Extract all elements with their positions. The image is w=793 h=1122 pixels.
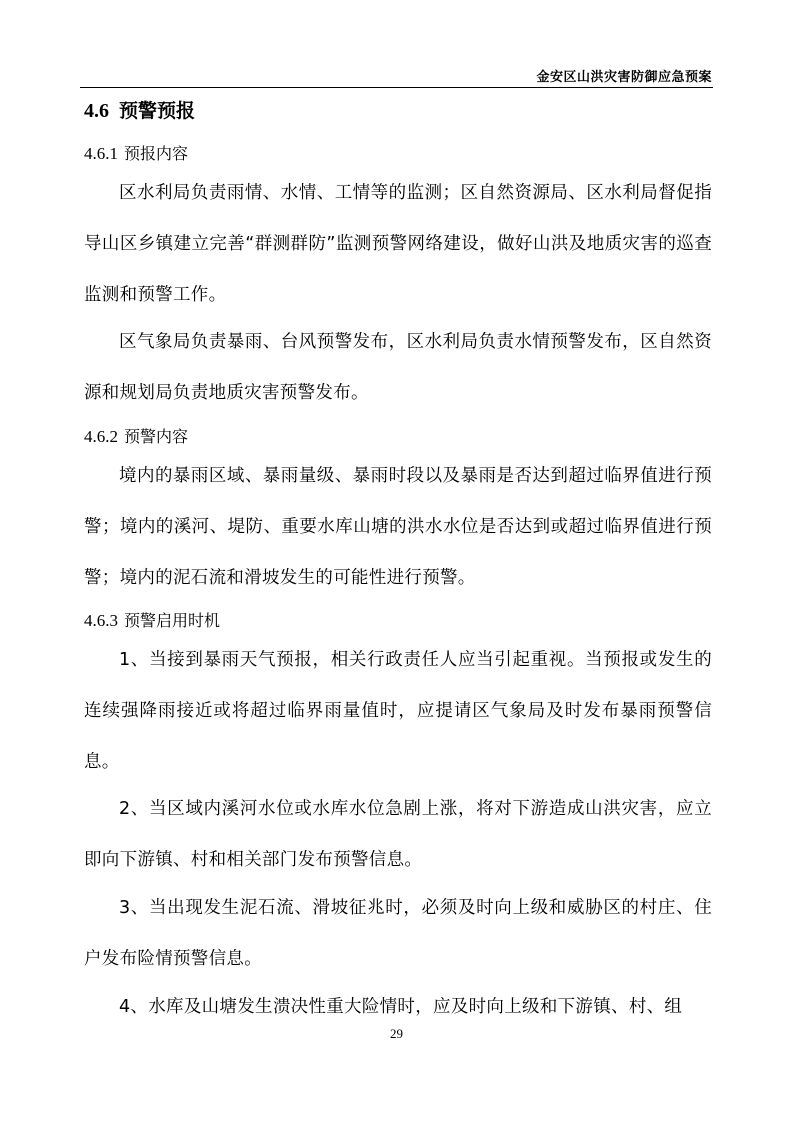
paragraph: 4、水库及山塘发生溃决性重大险情时，应及时向上级和下游镇、村、组 — [119, 997, 683, 1017]
subsection-heading-4-6-2 — [84, 424, 188, 447]
paragraph: 2、当区域内溪河水位或水库水位急剧上涨，将对下游造成山洪灾害，应立即向下游镇、村和相关部门发布预警信息。 — [84, 799, 712, 870]
paragraph: 境内的暴雨区域、暴雨量级、暴雨时段以及暴雨是否达到超过临界值进行预警；境内的溪河、堤防、重要水库山塘的洪水水位是否达到或超过临界值进行预警；境内的泥石流和滑坡发生的可能性进行预警。 — [84, 466, 712, 588]
subsection-title: 预警内容 — [124, 427, 189, 446]
subsection-heading-4-6-1 — [84, 141, 188, 164]
section-number: 4.6 — [84, 100, 109, 122]
section-heading — [84, 96, 195, 123]
page-number: 29 — [390, 1026, 403, 1041]
paragraph: 区气象局负责暴雨、台风预警发布，区水利局负责水情预警发布，区自然资源和规划局负责地质灾害预警发布。 — [84, 332, 712, 403]
subsection-title: 预报内容 — [124, 144, 189, 163]
document-header-title: 金安区山洪灾害防御应急预案 — [536, 70, 712, 85]
subsection-number: 4.6.2 — [84, 427, 118, 446]
subsection-title: 预警启用时机 — [124, 611, 221, 630]
subsection-number: 4.6.3 — [84, 611, 118, 630]
subsection-number: 4.6.1 — [84, 144, 118, 163]
header-divider — [80, 87, 713, 88]
paragraph: 区水利局负责雨情、水情、工情等的监测；区自然资源局、区水利局督促指导山区乡镇建立完善“群测群防”监测预警网络建设，做好山洪及地质灾害的巡查监测和预警工作。 — [84, 183, 712, 305]
section-title: 预警预报 — [119, 100, 196, 122]
paragraph: 3、当出现发生泥石流、滑坡征兆时，必须及时向上级和威胁区的村庄、住户发布险情预警信息。 — [84, 898, 712, 969]
paragraph: 1、当接到暴雨天气预报，相关行政责任人应当引起重视。当预报或发生的连续强降雨接近或将超过临界雨量值时，应提请区气象局及时发布暴雨预警信息。 — [84, 650, 712, 772]
subsection-heading-4-6-3 — [84, 608, 220, 631]
